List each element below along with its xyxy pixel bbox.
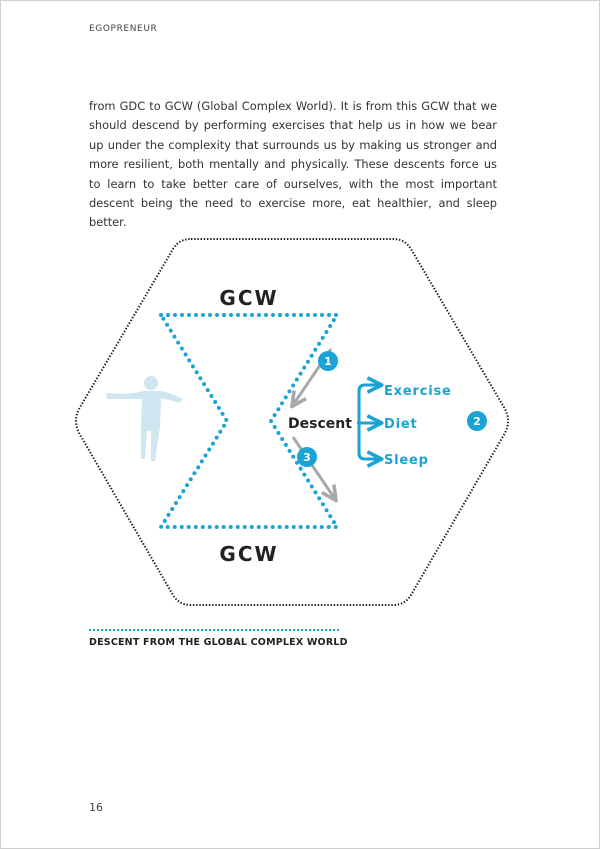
- svg-text:2: 2: [473, 415, 481, 428]
- branch-label-exercise: Exercise: [384, 384, 452, 399]
- branch-label-diet: Diet: [384, 417, 418, 432]
- bottom-gcw-label: GCW: [219, 542, 279, 566]
- body-paragraph: from GDC to GCW (Global Complex World). It is from this GCW that we should descend by performing exercises that help us in how we bear up under the complexity that surrounds us by making us stronger and more resilient, both mentally and physically. These descents force us to learn to take better care of ourselves, with the most important descent being the need to exercise more, eat healthier, and sleep better.: [89, 99, 497, 230]
- badge-2: [467, 411, 487, 431]
- descent-label: Descent: [288, 416, 352, 432]
- figure-caption: DESCENT FROM THE GLOBAL COMPLEX WORLD: [89, 637, 348, 648]
- svg-text:3: 3: [303, 451, 311, 464]
- running-title: EGOPRENEUR: [89, 24, 158, 34]
- badge-1: [318, 351, 338, 371]
- diagram-svg: [71, 231, 515, 611]
- badge-3: [297, 447, 317, 467]
- caption-divider: [89, 629, 339, 631]
- svg-text:1: 1: [324, 355, 332, 368]
- top-gcw-label: GCW: [219, 286, 279, 310]
- page-number: 16: [89, 801, 103, 814]
- descent-diagram: [71, 231, 515, 611]
- branch-label-sleep: Sleep: [384, 453, 429, 468]
- person-figure-icon: [106, 376, 183, 461]
